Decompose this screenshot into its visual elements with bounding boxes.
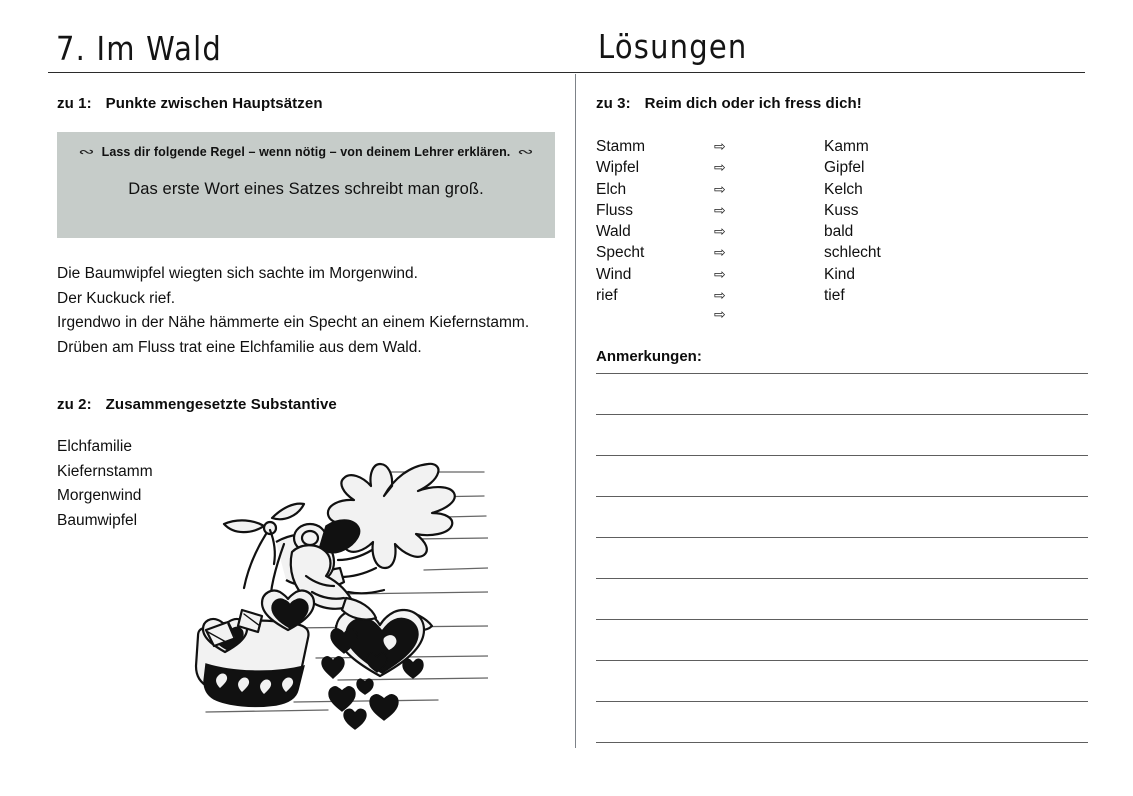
list-item: Baumwipfel (57, 511, 138, 529)
task-3-title: Reim dich oder ich fress dich! (644, 95, 862, 112)
list-item: Morgenwind (57, 487, 142, 504)
rhyme-word-left: Fluss (596, 201, 634, 219)
table-row (596, 223, 926, 244)
note-line (596, 578, 1088, 579)
sentence-line: Irgendwo in der Nähe hämmerte ein Specht an einem Kiefernstamm. (57, 314, 530, 331)
rhyme-word-left: Wind (596, 265, 632, 283)
rhyme-word-left: Elch (596, 180, 627, 198)
note-line (596, 537, 1088, 538)
note-line (596, 660, 1088, 661)
arrow-right-icon: ⇨ (714, 202, 726, 219)
note-line (596, 455, 1088, 456)
task-1-number: zu 1: (57, 95, 92, 112)
rhyme-word-left: Wipfel (596, 159, 640, 177)
table-row (596, 138, 926, 159)
rhyme-word-left: Wald (596, 223, 631, 241)
task-2-title: Zusammengesetzte Substantive (105, 396, 337, 413)
table-row (596, 266, 926, 287)
task-1-sentences (57, 262, 557, 360)
heart-basket (196, 591, 314, 707)
table-row (596, 202, 926, 223)
sentence-line: Die Baumwipfel wiegten sich sachte im Morgenwind. (57, 265, 418, 282)
task-1-title: Punkte zwischen Hauptsätzen (105, 95, 323, 112)
rule-box (57, 132, 555, 238)
page-title-left: 7. Im Wald (56, 29, 222, 68)
rhyme-word-left: rief (596, 287, 618, 305)
table-row (596, 244, 926, 265)
harness-rope (244, 534, 266, 588)
column-divider (575, 74, 576, 748)
rhyme-word-right: bald (824, 223, 854, 241)
sentence-line: Der Kuckuck rief. (57, 289, 176, 307)
rhyme-word-right: tief (824, 287, 845, 305)
arrow-right-icon: ⇨ (714, 224, 726, 241)
cartoon-illustration-svg (188, 452, 488, 732)
note-line (596, 496, 1088, 497)
note-line (596, 373, 1088, 374)
note-line (596, 414, 1088, 415)
list-item: Kiefernstamm (57, 462, 153, 480)
arrow-right-icon: ⇨ (714, 181, 726, 198)
arrow-right-icon: ⇨ (714, 307, 726, 324)
task-3-number: zu 3: (596, 95, 631, 112)
note-line (596, 619, 1088, 620)
rhyme-word-right: Kelch (824, 180, 863, 198)
task-2-heading (57, 396, 337, 413)
rhyme-word-right: Gipfel (824, 159, 865, 177)
table-row (596, 308, 926, 329)
rhyme-word-right: schlecht (824, 244, 881, 262)
arrow-right-icon: ⇨ (714, 245, 726, 262)
rule-box-rule-text: Das erste Wort eines Satzes schreibt man groß. (128, 180, 484, 198)
header-divider-rule (48, 72, 1085, 73)
rhyme-pairs-table (596, 138, 926, 330)
task-1-heading (57, 95, 323, 112)
arrow-right-icon: ⇨ (714, 139, 726, 155)
rule-box-hint (57, 145, 555, 160)
table-row (596, 181, 926, 202)
rhyme-word-right: Kuss (824, 201, 859, 219)
task-2-number: zu 2: (57, 396, 92, 413)
note-line (596, 701, 1088, 702)
task-3-heading (596, 95, 862, 112)
table-row (596, 287, 926, 308)
sentence-line: Drüben am Fluss trat eine Elchfamilie aus dem Wald. (57, 338, 422, 356)
swirl-left-icon: ∾ (77, 145, 95, 161)
cartoon-illustration (188, 452, 488, 732)
table-row (596, 159, 926, 180)
rhyme-word-right: Kamm (824, 138, 869, 155)
rhyme-word-right: Kind (824, 265, 856, 283)
list-item: Elchfamilie (57, 438, 132, 455)
swirl-right-icon: ∾ (517, 145, 535, 161)
arrow-right-icon: ⇨ (714, 266, 726, 283)
rhyme-word-left: Stamm (596, 138, 646, 155)
page-title-right: Lösungen (598, 27, 748, 66)
arrow-right-icon: ⇨ (714, 288, 726, 305)
rule-box-hint-text: Lass dir folgende Regel – wenn nötig – von deinem Lehrer erklären. (101, 145, 511, 159)
note-line (596, 742, 1088, 743)
rhyme-word-left: Specht (596, 244, 645, 262)
task-2-word-list (57, 435, 153, 533)
notes-label: Anmerkungen: (596, 348, 708, 365)
arrow-right-icon: ⇨ (714, 160, 726, 177)
